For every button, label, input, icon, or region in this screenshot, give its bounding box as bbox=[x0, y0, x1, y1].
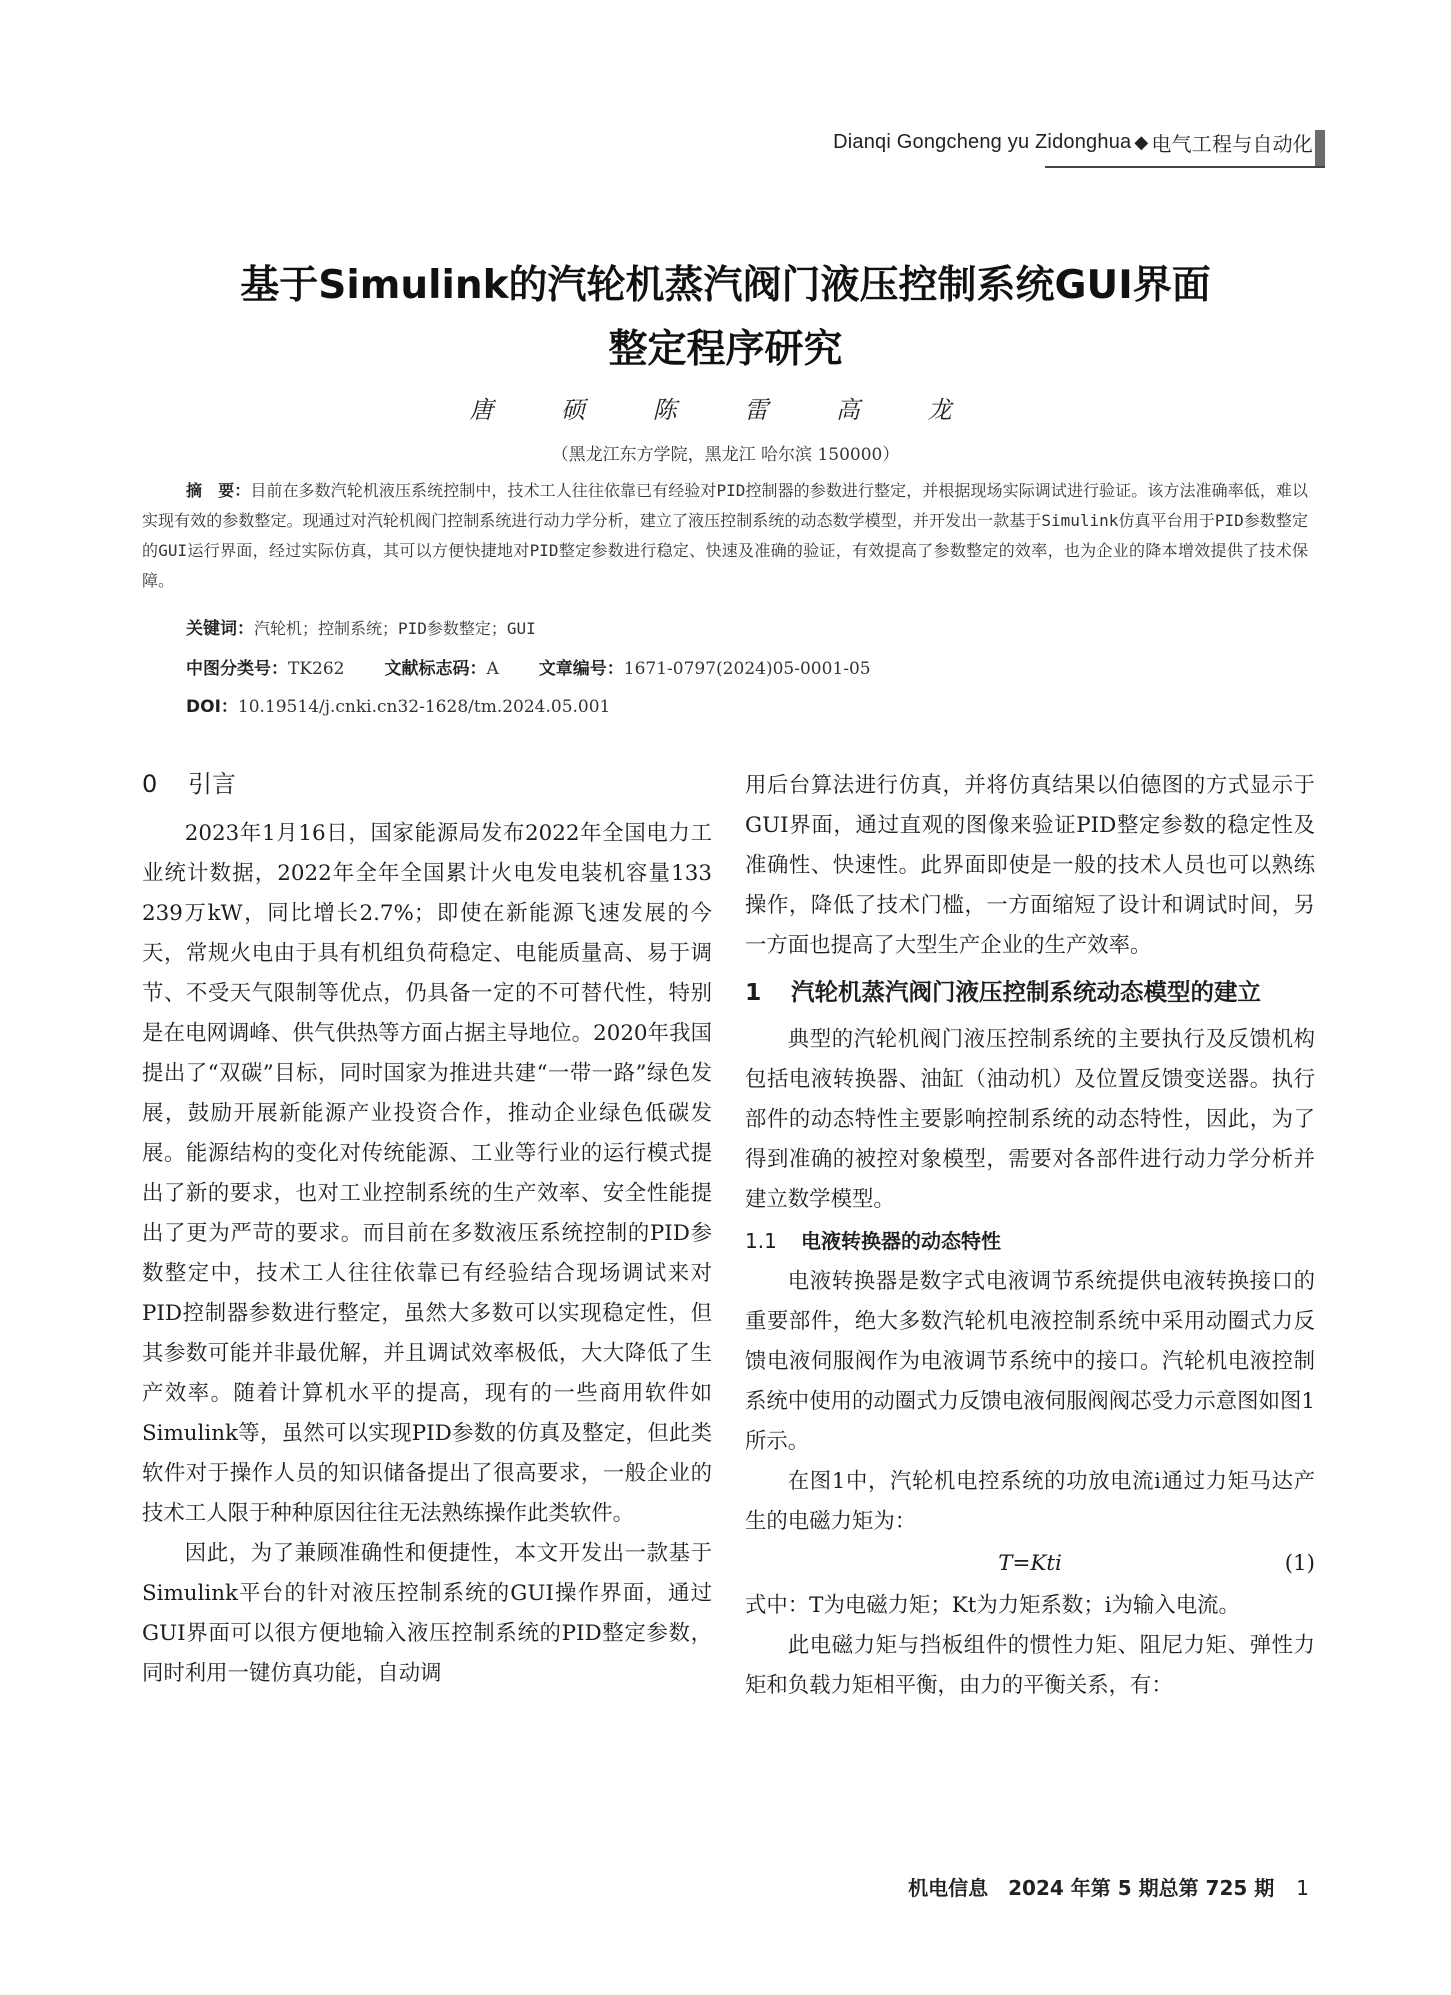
section-0-heading bbox=[142, 764, 712, 804]
article-number-label: 文章编号： bbox=[538, 659, 624, 679]
section-1-heading bbox=[745, 972, 1315, 1012]
keywords-text: 汽轮机；控制系统；PID参数整定；GUI bbox=[254, 619, 536, 638]
title-line-2: 整定程序研究 bbox=[608, 327, 843, 372]
clc-value: TK262 bbox=[288, 659, 345, 679]
section-1-1-paragraph-b: 在图1中，汽轮机电控系统的功放电流i通过力矩马达产生的电磁力矩为： bbox=[745, 1469, 1315, 1534]
header-accent-bar bbox=[1315, 130, 1325, 166]
section-1-1-paragraph-a: 电液转换器是数字式电液调节系统提供电液转换接口的重要部件，绝大多数汽轮机电液控制系统中采用动圈式力反馈电液伺服阀作为电液调节系统中的接口。汽轮机电液控制系统中使用的动圈式力反馈电液伺服阀阀芯受力示意图如图1所示。 bbox=[745, 1269, 1315, 1454]
doi-label: DOI： bbox=[186, 697, 238, 717]
section-0-number: 0 bbox=[142, 770, 158, 798]
diamond-separator-icon: ◆ bbox=[1134, 132, 1149, 152]
running-head bbox=[833, 128, 1313, 157]
footer-issue-info: 机电信息 2024 年第 5 期总第 725 期 bbox=[908, 1876, 1275, 1900]
equation-1-number: (1) bbox=[1284, 1551, 1315, 1576]
header-rule bbox=[1045, 166, 1325, 168]
doc-code-value: A bbox=[486, 659, 499, 679]
intro-paragraph-2: 因此，为了兼顾准确性和便捷性，本文开发出一款基于Simulink平台的针对液压控制系统的GUI操作界面，通过GUI界面可以很方便地输入液压控制系统的PID整定参数，同时利用一键仿真功能，自动调 bbox=[142, 1541, 712, 1686]
journal-pinyin: Dianqi Gongcheng yu Zidonghua bbox=[833, 131, 1132, 153]
section-1-1-number: 1.1 bbox=[745, 1229, 777, 1253]
right-column bbox=[745, 766, 1315, 1706]
abstract-label: 摘 要： bbox=[186, 481, 251, 500]
intro-paragraph-1: 2023年1月16日，国家能源局发布2022年全国电力工业统计数据，2022年全年全国累计火电发电装机容量133 239万kW，同比增长2.7%；即使在新能源飞速发展的今天，常规火电由于具有机组负荷稳定、电能质量高、易于调节、不受天气限制等优点，仍具备一定的不可替代性，特别是在电网调峰、供气供热等方面占据主导地位。2020年我国提出了“双碳”目标，同时国家为推进共建“一带一路”绿色发展，鼓励开展新能源产业投资合作，推动企业绿色低碳发展。能源结构的变化对传统能源、工业等行业的运行模式提出了新的要求，也对工业控制系统的生产效率、安全性能提出了更为严苛的要求。而目前在多数液压系统控制的PID参数整定中，技术工人往往依靠已有经验结合现场调试来对PID控制器参数进行整定，虽然大多数可以实现稳定性，但其参数可能并非最优解，并且调试效率极低，大大降低了生产效率。随着计算机水平的提高，现有的一些商用软件如Simulink等，虽然可以实现PID参数的仿真及整定，但此类软件对于操作人员的知识储备提出了很高要求，一般企业的技术工人限于种种原因往往无法熟练操作此类软件。 bbox=[142, 821, 712, 1526]
page-footer bbox=[908, 1872, 1309, 1901]
section-1-number: 1 bbox=[745, 978, 762, 1006]
abstract-text: 目前在多数汽轮机液压系统控制中，技术工人往往依靠已有经验对PID控制器的参数进行整定，并根据现场实际调试进行验证。该方法准确率低，难以实现有效的参数整定。现通过对汽轮机阀门控制系统进行动力学分析，建立了液压控制系统的动态数学模型，并开发出一款基于Simulink仿真平台用于PID参数整定的GUI运行界面，经过实际仿真，其可以方便快捷地对PID整定参数进行稳定、快速及准确的验证，有效提高了参数整定的效率，也为企业的降本增效提供了技术保障。 bbox=[142, 481, 1308, 590]
article-number-value: 1671-0797(2024)05-0001-05 bbox=[623, 659, 871, 679]
equation-1-explanation: 式中：T为电磁力矩；Kt为力矩系数；i为输入电流。 bbox=[745, 1593, 1240, 1618]
intro-paragraph-2-continued: 用后台算法进行仿真，并将仿真结果以伯德图的方式显示于GUI界面，通过直观的图像来验证PID整定参数的稳定性及准确性、快速性。此界面即使是一般的技术人员也可以熟练操作，降低了技术门槛，一方面缩短了设计和调试时间，另一方面也提高了大型生产企业的生产效率。 bbox=[745, 773, 1315, 958]
doc-code-label: 文献标志码： bbox=[384, 659, 487, 679]
section-1-1-paragraph-d: 此电磁力矩与挡板组件的惯性力矩、阻尼力矩、弹性力矩和负载力矩相平衡，由力的平衡关系，有： bbox=[745, 1633, 1315, 1698]
keywords-label: 关键词： bbox=[186, 619, 254, 639]
keywords bbox=[186, 614, 536, 639]
doi-value[interactable]: 10.19514/j.cnki.cn32-1628/tm.2024.05.001 bbox=[237, 697, 611, 717]
equation-1-body: T=Kti bbox=[998, 1551, 1062, 1576]
abstract bbox=[142, 476, 1308, 596]
section-0-title: 引言 bbox=[188, 770, 236, 798]
title-line-1: 基于Simulink的汽轮机蒸汽阀门液压控制系统GUI界面 bbox=[240, 263, 1211, 308]
section-1-1-heading bbox=[745, 1220, 1315, 1262]
section-1-1-title: 电液转换器的动态特性 bbox=[801, 1229, 1001, 1253]
affiliation: （黑龙江东方学院，黑龙江 哈尔滨 150000） bbox=[551, 445, 900, 465]
doi-line bbox=[186, 692, 610, 717]
journal-chinese-name: 电气工程与自动化 bbox=[1151, 134, 1313, 156]
paper-title bbox=[0, 254, 1451, 382]
page-number: 1 bbox=[1296, 1876, 1309, 1900]
equation-1 bbox=[745, 1542, 1315, 1586]
left-column bbox=[142, 764, 712, 1694]
authors: 唐 硕 陈 雷 高 龙 bbox=[469, 396, 982, 424]
clc-label: 中图分类号： bbox=[186, 659, 288, 679]
section-1-paragraph: 典型的汽轮机阀门液压控制系统的主要执行及反馈机构包括电液转换器、油缸（油动机）及位置反馈变送器。执行部件的动态特性主要影响控制系统的动态特性，因此，为了得到准确的被控对象模型，需要对各部件进行动力学分析并建立数学模型。 bbox=[745, 1027, 1315, 1212]
section-1-title: 汽轮机蒸汽阀门液压控制系统动态模型的建立 bbox=[791, 978, 1261, 1006]
classification-line bbox=[186, 654, 871, 679]
